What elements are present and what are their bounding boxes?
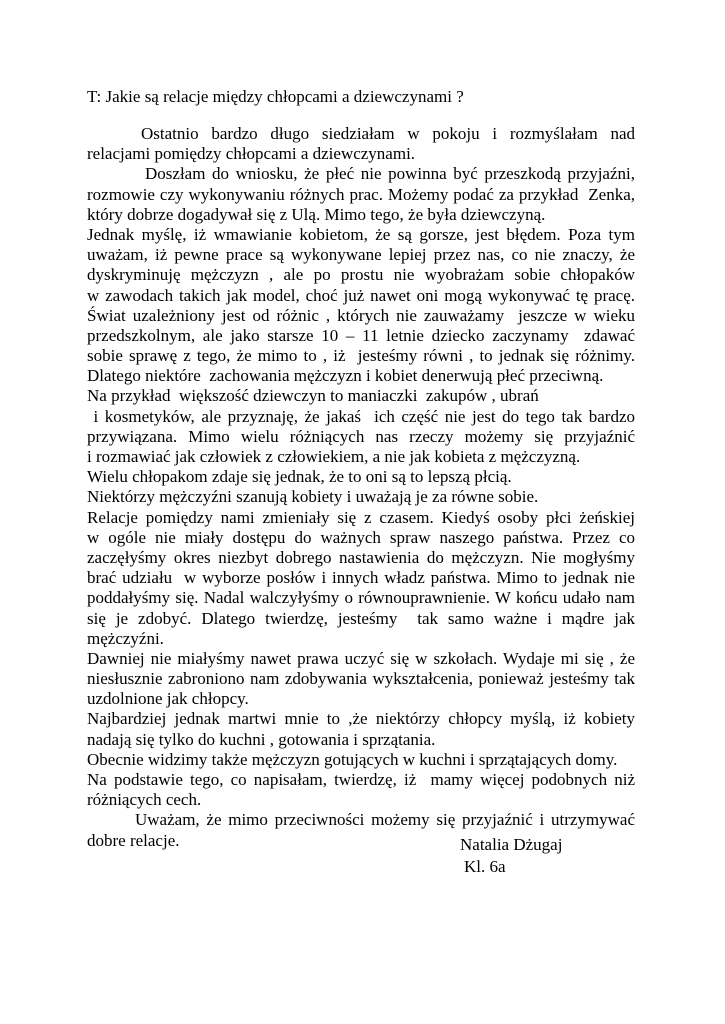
essay-line: i kosmetyków, ale przyznaję, że jakaś ich część nie jest do tego tak bardzo (87, 406, 635, 426)
essay-line: przedszkolnym, ale jako starsze 10 – 11 letnie dziecko zaczynamy zdawać (87, 325, 635, 345)
author-class: Kl. 6a (464, 857, 506, 876)
essay-line: nadają się tylko do kuchni , gotowania i sprzątania. (87, 729, 436, 749)
essay-line: w ogóle nie miały dostępu do ważnych spraw naszego państwa. Przez co (87, 527, 635, 547)
essay-line: Dawniej nie miałyśmy nawet prawa uczyć się w szkołach. Wydaje mi się , że (87, 648, 635, 668)
essay-line: mężczyźni. (87, 628, 164, 648)
essay-line: Doszłam do wniosku, że płeć nie powinna być przeszkodą przyjaźni, (145, 164, 635, 184)
essay-line: Niektórzy mężczyźni szanują kobiety i uważają je za równe sobie. (87, 487, 539, 507)
essay-line: uważam, iż pewne prace są wykonywane lepiej przez nas, co nie znaczy, że (87, 245, 635, 265)
essay-line: poddałyśmy się. Nadal walczyłyśmy o równouprawnienie. W końcu udało nam (87, 588, 635, 608)
essay-line: Dlatego niektóre zachowania mężczyzn i kobiet denerwują płeć przeciwną. (87, 366, 604, 386)
essay-line: Na przykład większość dziewczyn to maniaczki zakupów , ubrań (87, 386, 539, 406)
essay-line: Wielu chłopakom zdaje się jednak, że to oni są to lepszą płcią. (87, 467, 512, 487)
essay-line: Relacje pomiędzy nami zmieniały się z czasem. Kiedyś osoby płci żeńskiej (87, 507, 635, 527)
essay-line: dyskryminuję mężczyzn , ale po prostu nie wyobrażam sobie chłopaków (87, 265, 635, 285)
essay-line: niesłusznie zabroniono nam zdobywania wykształcenia, ponieważ jesteśmy tak (87, 669, 635, 689)
essay-line: różniących cech. (87, 790, 202, 810)
essay-line: Na podstawie tego, co napisałam, twierdzę, iż mamy więcej podobnych niż (87, 770, 635, 789)
essay-line: Uważam, że mimo przeciwności możemy się przyjaźnić i utrzymywać (135, 810, 635, 830)
essay-line: się je zdobyć. Dlatego twierdzę, jesteśmy tak samo ważne i mądre jak (87, 608, 635, 628)
essay-body (87, 124, 635, 851)
essay-line: dobre relacje. (87, 830, 180, 850)
essay-line: Najbardziej jednak martwi mnie to ,że niektórzy chłopcy myślą, iż kobiety (87, 709, 635, 729)
essay-line: przywiązana. Mimo wielu różniących nas rzeczy możemy się przyjaźnić (87, 426, 635, 446)
essay-line: który dobrze dogadywał się z Ulą. Mimo tego, że była dziewczyną. (87, 204, 546, 224)
essay-line: brać udziału w wyborze posłów i innych władz państwa. Mimo to jednak nie (87, 568, 635, 588)
essay-line: relacjami pomiędzy chłopcami a dziewczynami. (87, 144, 416, 164)
essay-line: rozmowie czy wykonywaniu różnych prac. Możemy podać za przykład Zenka, (87, 184, 635, 204)
essay-title: T: Jakie są relacje między chłopcami a dziewczynami ? (87, 87, 464, 106)
signature-block (460, 834, 562, 878)
essay-line: zaczęłyśmy okres niezbyt dobrego nastawienia do mężczyzn. Nie mogłyśmy (87, 547, 635, 567)
essay-line: w zawodach takich jak model, choć już nawet oni mogą wykonywać tę pracę. (87, 285, 635, 305)
essay-line: Ostatnio bardzo długo siedziałam w pokoju i rozmyślałam nad (141, 124, 635, 143)
author-name: Natalia Dżugaj (460, 835, 563, 854)
essay-line: Obecnie widzimy także mężczyzn gotujących w kuchni i sprzątających domy. (87, 749, 618, 769)
essay-line: uzdolnione jak chłopcy. (87, 689, 249, 709)
essay-line: Świat uzależniony jest od różnic , których nie zauważamy jeszcze w wieku (87, 305, 635, 325)
essay-line: Jednak myślę, iż wmawianie kobietom, że są gorsze, jest błędem. Poza tym (87, 224, 635, 244)
essay-line: sobie sprawę z tego, że mimo to , iż jesteśmy równi , to jednak się różnimy. (87, 346, 635, 366)
essay-line: i rozmawiać jak człowiek z człowiekiem, a nie jak kobieta z mężczyzną. (87, 447, 581, 466)
